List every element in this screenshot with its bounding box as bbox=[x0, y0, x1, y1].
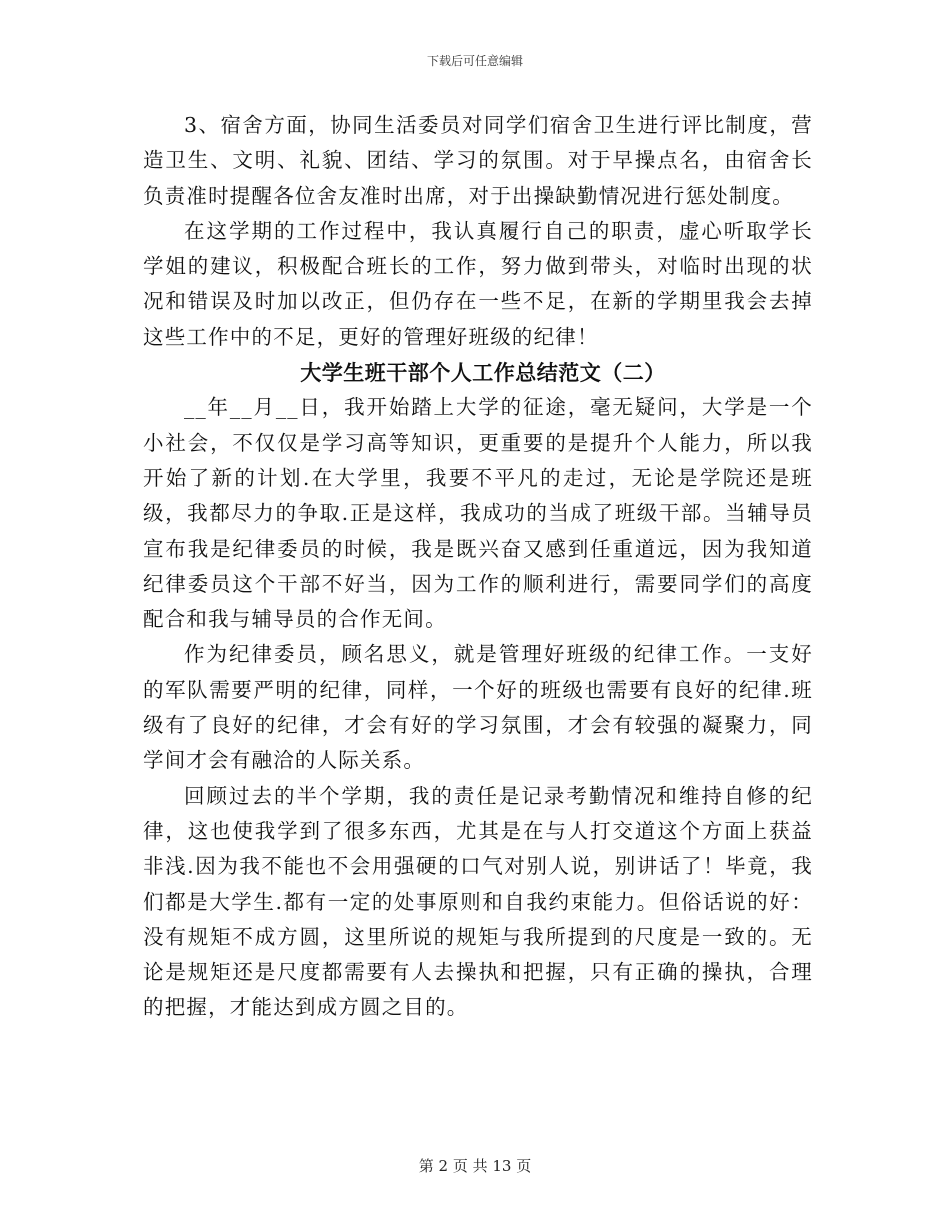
section-title: 大学生班干部个人工作总结范文（二） bbox=[300, 360, 666, 386]
paragraph-reflection: 回顾过去的半个学期，我的责任是记录考勤情况和维持自修的纪律，这也使我学到了很多东西，尤其是在与人打交道这个方面上获益非浅.因为我不能也不会用强硬的口气对别人说，别讲话了！毕竟，我们都是大学生.都有一定的处事原则和自我约束能力。但俗话说的好：没有规矩不成方圆，这里所说的规矩与我所提到的尺度是一致的。无论是规矩还是尺度都需要有人去操执和把握，只有正确的操执，合理的把握，才能达到成方圆之目的。 bbox=[143, 783, 813, 1020]
paragraph-semester-review: 在这学期的工作过程中，我认真履行自己的职责，虚心听取学长学姐的建议，积极配合班长的工作，努力做到带头，对临时出现的状况和错误及时加以改正，但仍存在一些不足，在新的学期里我会去掉这些工作中的不足，更好的管理好班级的纪律！ bbox=[143, 218, 813, 349]
paragraph-discipline-role: 作为纪律委员，顾名思义，就是管理好班级的纪律工作。一支好的军队需要严明的纪律，同样，一个好的班级也需要有良好的纪律.班级有了良好的纪律，才会有好的学习氛围，才会有较强的凝聚力，同学间才会有融洽的人际关系。 bbox=[143, 642, 813, 773]
page-header: 下载后可任意编辑 bbox=[426, 54, 523, 68]
page-footer: 第 2 页 共 13 页 bbox=[418, 1157, 532, 1175]
paragraph-intro: __年__月__日，我开始踏上大学的征途，毫无疑问，大学是一个小社会，不仅仅是学习高等知识，更重要的是提升个人能力，所以我开始了新的计划.在大学里，我要不平凡的走过，无论是学院还是班级，我都尽力的争取.正是这样，我成功的当成了班级干部。当辅导员宣布我是纪律委员的时候，我是既兴奋又感到任重道远，因为我知道纪律委员这个干部不好当，因为工作的顺利进行，需要同学们的高度配合和我与辅导员的合作无间。 bbox=[143, 395, 813, 632]
paragraph-dormitory: 3、宿舍方面，协同生活委员对同学们宿舍卫生进行评比制度，营造卫生、文明、礼貌、团结、学习的氛围。对于早操点名，由宿舍长负责准时提醒各位舍友准时出席，对于出操缺勤情况进行惩处制度。 bbox=[143, 113, 813, 208]
document-body bbox=[143, 108, 813, 1026]
